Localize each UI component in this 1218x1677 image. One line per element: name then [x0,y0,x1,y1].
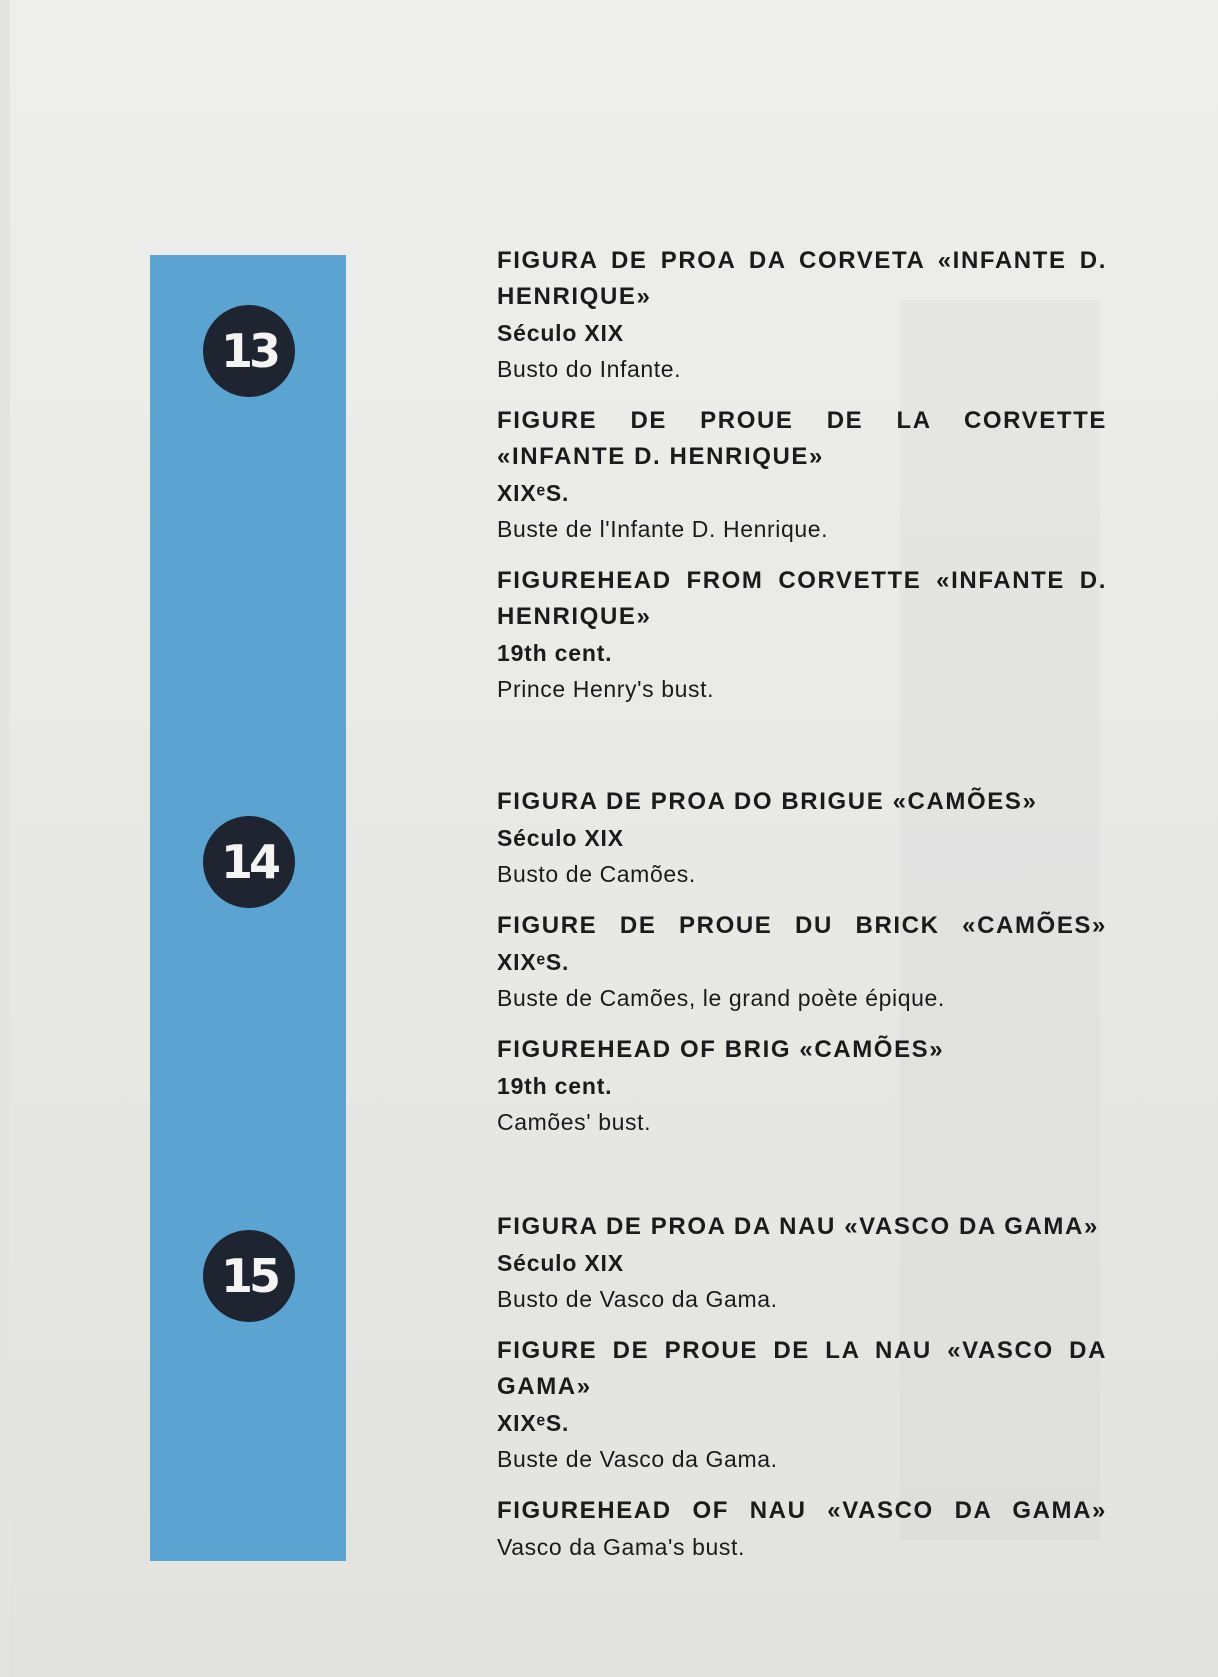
entry-period: Século XIX [497,825,624,851]
entry-description: Prince Henry's bust. [497,676,715,702]
entry-block-english [497,1493,1107,1565]
entry-block-english [497,1032,1107,1140]
entry-period: Século XIX [497,320,624,346]
entry-description: Buste de Vasco da Gama. [497,1446,778,1472]
entry-title: FIGUREHEAD OF NAU «VASCO DA GAMA» [497,1497,1107,1524]
entry-period: XIXᵉS. [497,949,570,975]
entry-description: Camões' bust. [497,1109,652,1135]
entry-description: Buste de Camões, le grand poète épique. [497,985,945,1011]
entry-number-badge: 13 [203,305,295,397]
entry-description: Vasco da Gama's bust. [497,1534,745,1560]
entry-block-portuguese [497,1209,1107,1317]
entry-description: Busto do Infante. [497,356,682,382]
entry-title: FIGURA DE PROA DA NAU «VASCO DA GAMA» [497,1213,1099,1240]
entry-period: 19th cent. [497,1073,613,1099]
entry-number-badge: 15 [203,1230,295,1322]
entry-number-badge: 14 [203,816,295,908]
entry-title: FIGUREHEAD FROM CORVETTE «INFANTE D. HENRIQUE» [497,567,1107,630]
catalog-entry-13 [497,243,1107,723]
blue-margin-stripe [150,255,346,1561]
entry-period: XIXᵉS. [497,1410,570,1436]
entry-title: FIGURE DE PROUE DU BRICK «CAMÕES» [497,912,1107,939]
entry-block-french [497,908,1107,1016]
entry-period: Século XIX [497,1250,624,1276]
entry-description: Busto de Camões. [497,861,696,887]
catalog-entry-15 [497,1209,1107,1581]
entry-block-english [497,563,1107,707]
entry-block-portuguese [497,243,1107,387]
entry-title: FIGURA DE PROA DO BRIGUE «CAMÕES» [497,788,1038,815]
entry-title: FIGURE DE PROUE DE LA CORVETTE «INFANTE D. HENRIQUE» [497,407,1107,470]
entry-description: Busto de Vasco da Gama. [497,1286,778,1312]
entry-title: FIGURA DE PROA DA CORVETA «INFANTE D. HENRIQUE» [497,247,1107,310]
entry-block-portuguese [497,784,1107,892]
entry-block-french [497,1333,1107,1477]
entry-period: 19th cent. [497,640,613,666]
entry-title: FIGUREHEAD OF BRIG «CAMÕES» [497,1036,945,1063]
catalog-page [10,0,1218,1677]
entry-block-french [497,403,1107,547]
entry-description: Buste de l'Infante D. Henrique. [497,516,829,542]
catalog-entry-14 [497,784,1107,1156]
entry-period: XIXᵉS. [497,480,570,506]
entry-title: FIGURE DE PROUE DE LA NAU «VASCO DA GAMA» [497,1337,1107,1400]
